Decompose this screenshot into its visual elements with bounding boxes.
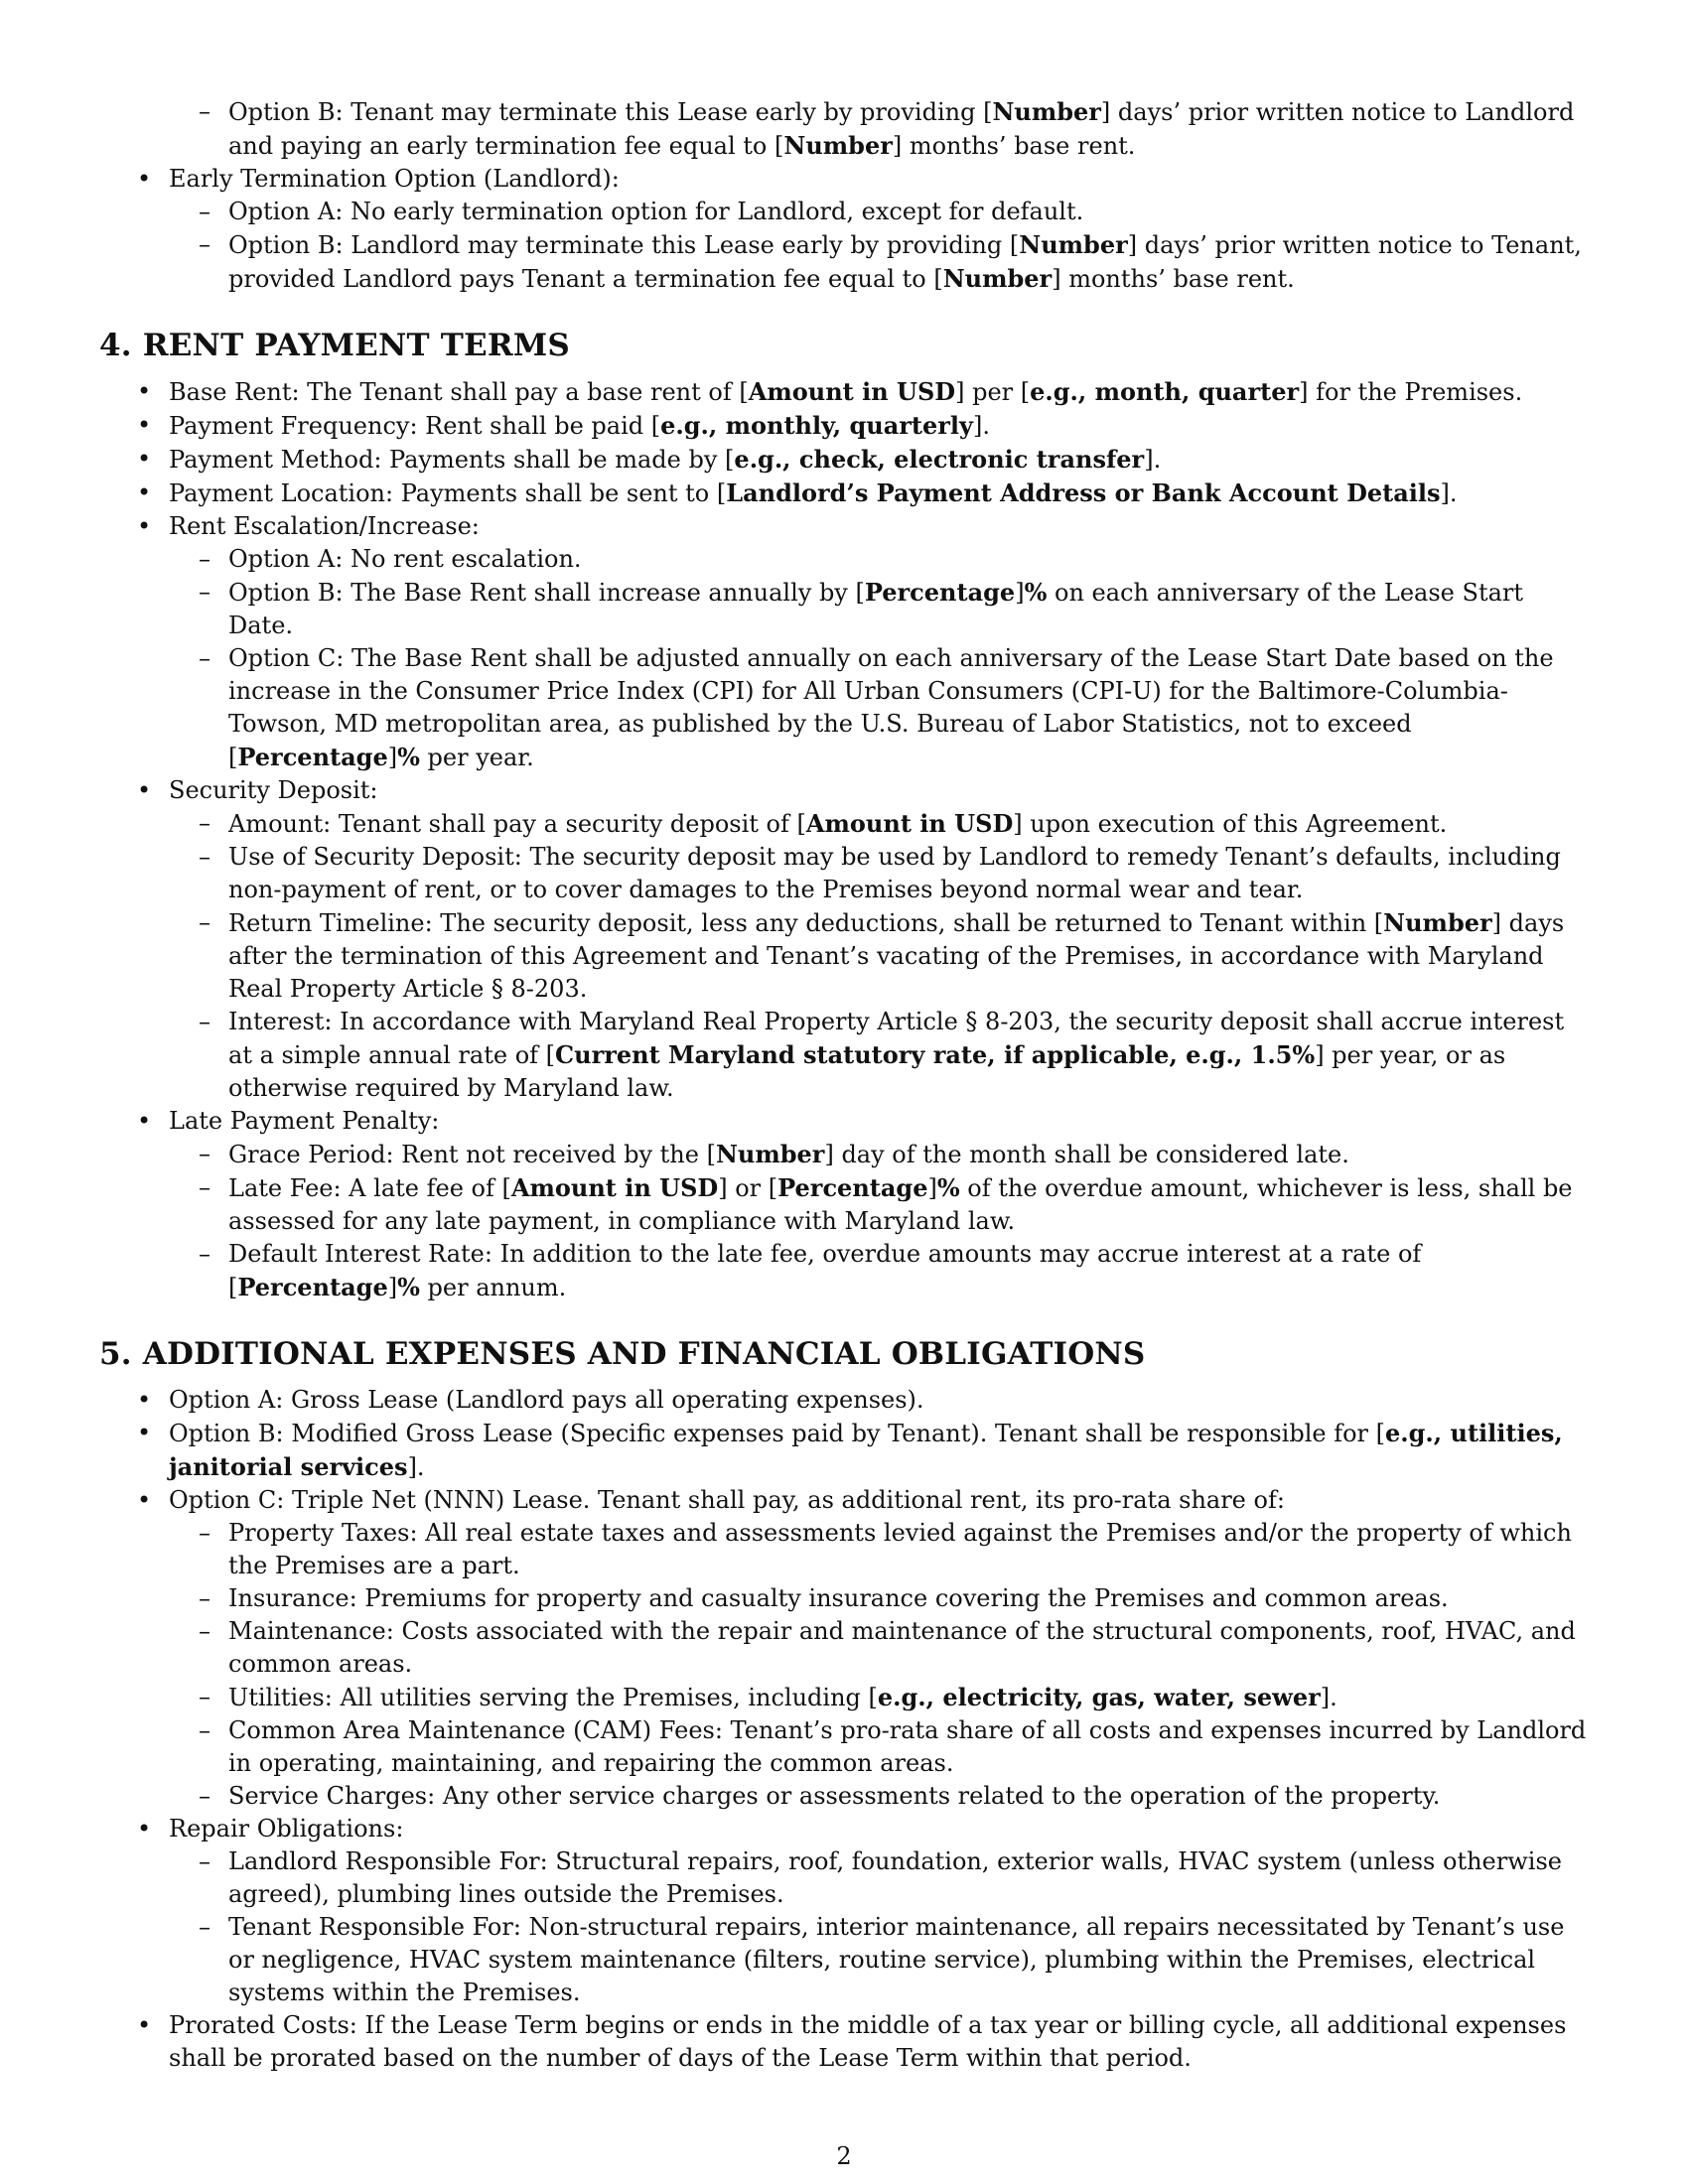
dash-marker: – bbox=[199, 97, 211, 125]
item-text bbox=[169, 1486, 1285, 1514]
text-run: Option B: Landlord may terminate this Lease early by providing [ bbox=[228, 231, 1020, 259]
text-run: Tenant Responsible For: Non-structural repairs, interior maintenance, all repairs necessitated by Tenant’s use or negligence, HVAC system maintenance (filters, routine service), plumbing within the Premises, electrical systems within the Premises. bbox=[228, 1913, 1565, 2006]
text-run: Insurance: Premiums for property and casualty insurance covering the Premises and common areas. bbox=[228, 1584, 1449, 1612]
text-run: ]. bbox=[972, 412, 990, 440]
placeholder-field: Number bbox=[1019, 230, 1128, 259]
sub-list-item bbox=[99, 642, 1589, 774]
text-run: Early Termination Option (Landlord): bbox=[169, 165, 620, 193]
dash-marker: – bbox=[199, 1617, 211, 1645]
list-item bbox=[99, 1484, 1589, 1813]
bullet-marker: • bbox=[137, 1419, 152, 1446]
bullet-marker: • bbox=[137, 776, 152, 804]
sub-list-item bbox=[99, 1582, 1589, 1615]
text-run: Rent Escalation/Increase: bbox=[169, 512, 480, 540]
placeholder-field: Percentage bbox=[864, 578, 1016, 607]
text-run: ]. bbox=[407, 1453, 425, 1481]
sub-list-item bbox=[99, 1171, 1589, 1238]
text-run: ] bbox=[1015, 579, 1025, 607]
text-run: Payment Method: Payments shall be made by [ bbox=[169, 446, 735, 474]
sub-item-text bbox=[228, 545, 582, 573]
placeholder-field: Amount in USD bbox=[805, 809, 1014, 838]
text-run: Option A: No early termination option for Landlord, except for default. bbox=[228, 198, 1084, 225]
text-run: ]. bbox=[1440, 479, 1458, 507]
sub-list bbox=[169, 543, 1589, 774]
text-run: Option C: Triple Net (NNN) Lease. Tenant shall pay, as additional rent, its pro-rata share of: bbox=[169, 1486, 1285, 1514]
sub-list-item bbox=[99, 906, 1589, 1006]
list-item bbox=[99, 1417, 1589, 1484]
dash-marker: – bbox=[199, 1782, 211, 1810]
continued-subitems bbox=[99, 95, 1589, 163]
item-text bbox=[169, 776, 378, 804]
text-run: Use of Security Deposit: The security deposit may be used by Landlord to remedy Tenant’s defaults, including non-payment of rent, or to cover damages to the Premises beyond normal wear and tear. bbox=[228, 843, 1561, 903]
text-run: Interest: In accordance with Maryland Real Property Article § 8-203, the security deposit shall accrue interest at a simple annual rate of [ bbox=[228, 1008, 1565, 1069]
sub-item-text bbox=[228, 1847, 1562, 1908]
sub-item-text bbox=[228, 1141, 1349, 1168]
text-run: ] days’ prior written notice to Landlord and paying an early termination fee equal to [ bbox=[228, 98, 1575, 160]
item-text bbox=[169, 446, 1161, 474]
list-item bbox=[99, 1105, 1589, 1304]
sub-list-item bbox=[99, 1615, 1589, 1681]
sub-list bbox=[169, 1845, 1589, 2009]
text-run: ] per year, or as otherwise required by Maryland law. bbox=[228, 1041, 1506, 1102]
document-page bbox=[99, 95, 1589, 2075]
dash-marker: – bbox=[199, 1716, 211, 1744]
text-run: Common Area Maintenance (CAM) Fees: Tenant’s pro-rata share of all costs and expenses incurred by Landlord in operating, maintaining, and repairing the common areas. bbox=[228, 1716, 1587, 1777]
sub-item-text bbox=[228, 198, 1083, 225]
text-run: Late Fee: A late fee of [ bbox=[228, 1174, 511, 1202]
placeholder-field: e.g., utilities, janitorial services bbox=[169, 1419, 1563, 1481]
item-text bbox=[169, 512, 480, 540]
bullet-marker: • bbox=[137, 165, 152, 193]
text-run: Option B: Tenant may terminate this Lease early by providing [ bbox=[228, 98, 993, 126]
sub-item-text bbox=[228, 843, 1561, 903]
list-item bbox=[99, 2009, 1589, 2075]
dash-marker: – bbox=[199, 1008, 211, 1035]
bullet-marker: • bbox=[137, 377, 152, 405]
sub-list-item bbox=[99, 1517, 1589, 1582]
text-run: Option C: The Base Rent shall be adjusted annually on each anniversary of the Lease Start Date based on the increase in the Consumer Price Index (CPI) for All Urban Consumers (CPI-U) for the Baltimore-Columbia-Towson, MD metropolitan area, as published by the U.S. Bureau of Labor Statistics, not to exceed [ bbox=[228, 644, 1554, 771]
text-run: ] upon execution of this Agreement. bbox=[1013, 810, 1448, 838]
section-heading: 4. RENT PAYMENT TERMS bbox=[99, 328, 570, 363]
placeholder-field: Amount in USD bbox=[510, 1173, 719, 1202]
text-run: ] bbox=[927, 1174, 937, 1202]
list-item bbox=[99, 510, 1589, 774]
dash-marker: – bbox=[199, 1173, 211, 1201]
sub-list-item bbox=[99, 1138, 1589, 1171]
sub-list bbox=[169, 196, 1589, 296]
placeholder-field: e.g., electricity, gas, water, sewer bbox=[877, 1683, 1321, 1711]
sub-list-item bbox=[99, 228, 1589, 296]
dash-marker: – bbox=[199, 644, 211, 672]
section-list bbox=[99, 375, 1589, 1304]
sub-list-item bbox=[99, 196, 1589, 228]
item-text bbox=[169, 1386, 924, 1414]
dash-marker: – bbox=[199, 809, 211, 837]
sub-item-text bbox=[228, 644, 1554, 771]
section-list bbox=[99, 1384, 1589, 2075]
placeholder-field: Percentage bbox=[237, 1273, 388, 1301]
text-run: Property Taxes: All real estate taxes and assessments levied against the Premises and/or the property of which the Premises are a part. bbox=[228, 1519, 1572, 1579]
sub-list-item bbox=[99, 1238, 1589, 1304]
sub-list-item bbox=[99, 1006, 1589, 1105]
placeholder-field: Number bbox=[715, 1140, 825, 1168]
sub-item-text bbox=[228, 1519, 1572, 1579]
section bbox=[99, 326, 1589, 1304]
dash-marker: – bbox=[199, 1519, 211, 1547]
dash-marker: – bbox=[199, 1683, 211, 1710]
placeholder-field: % bbox=[936, 1173, 960, 1202]
sub-item-text bbox=[228, 579, 1523, 639]
placeholder-field: % bbox=[1024, 578, 1048, 607]
sub-list-item bbox=[99, 1780, 1589, 1813]
bullet-marker: • bbox=[137, 478, 152, 506]
dash-marker: – bbox=[199, 578, 211, 606]
item-text bbox=[169, 1420, 1563, 1481]
bullet-marker: • bbox=[137, 2011, 152, 2039]
bullet-marker: • bbox=[137, 1815, 152, 1843]
text-run: Payment Location: Payments shall be sent to [ bbox=[169, 479, 727, 507]
list-item bbox=[99, 409, 1589, 443]
text-run: ] per [ bbox=[955, 378, 1031, 406]
placeholder-field: Amount in USD bbox=[748, 377, 956, 406]
text-run: Repair Obligations: bbox=[169, 1815, 404, 1843]
text-run: per year. bbox=[419, 744, 534, 771]
item-text bbox=[169, 479, 1458, 507]
text-run: Late Payment Penalty: bbox=[169, 1107, 440, 1135]
sub-item-text bbox=[228, 1174, 1573, 1235]
text-run: Security Deposit: bbox=[169, 776, 378, 804]
item-text bbox=[169, 412, 990, 440]
dash-marker: – bbox=[199, 843, 211, 871]
sub-item-text bbox=[228, 1584, 1449, 1612]
sub-list-item bbox=[99, 95, 1589, 163]
text-run: Prorated Costs: If the Lease Term begins or ends in the middle of a tax year or billing cycle, all additional expenses shall be prorated based on the number of days of the Lease Term within that period. bbox=[169, 2011, 1567, 2072]
sub-list-item bbox=[99, 1845, 1589, 1911]
sub-item-text bbox=[228, 231, 1582, 293]
dash-marker: – bbox=[199, 198, 211, 225]
text-run: Option B: The Base Rent shall increase annually by [ bbox=[228, 579, 865, 607]
list-item bbox=[99, 1384, 1589, 1417]
sub-item-text bbox=[228, 1782, 1440, 1810]
text-run: Amount: Tenant shall pay a security deposit of [ bbox=[228, 810, 806, 838]
item-text bbox=[169, 2011, 1566, 2072]
item-text bbox=[169, 378, 1522, 406]
text-run: Option A: No rent escalation. bbox=[228, 545, 582, 573]
placeholder-field: Number bbox=[783, 131, 893, 160]
dash-marker: – bbox=[199, 1913, 211, 1941]
sub-list-item bbox=[99, 841, 1589, 906]
list-item bbox=[99, 375, 1589, 409]
placeholder-field: % bbox=[397, 743, 420, 771]
sub-item-text bbox=[228, 909, 1564, 1003]
list-item bbox=[99, 477, 1589, 510]
sub-list bbox=[169, 1517, 1589, 1813]
continued-list bbox=[99, 163, 1589, 296]
text-run: Return Timeline: The security deposit, less any deductions, shall be returned to Tenant within [ bbox=[228, 909, 1384, 937]
placeholder-field: Percentage bbox=[237, 743, 388, 771]
sub-item-text bbox=[228, 1913, 1564, 2006]
text-run: ] months’ base rent. bbox=[892, 132, 1136, 160]
sub-item-text bbox=[228, 1008, 1564, 1102]
placeholder-field: Percentage bbox=[777, 1173, 928, 1202]
list-item bbox=[99, 443, 1589, 477]
bullet-marker: • bbox=[137, 411, 152, 439]
text-run: Option B: Modified Gross Lease (Specific expenses paid by Tenant). Tenant shall be responsible for [ bbox=[169, 1420, 1386, 1447]
dash-marker: – bbox=[199, 908, 211, 936]
dash-marker: – bbox=[199, 545, 211, 573]
section-heading: 5. ADDITIONAL EXPENSES AND FINANCIAL OBLIGATIONS bbox=[99, 1336, 1146, 1372]
section bbox=[99, 1334, 1589, 2075]
text-run: Service Charges: Any other service charges or assessments related to the operation of the property. bbox=[228, 1782, 1441, 1810]
text-run: ] for the Premises. bbox=[1299, 378, 1523, 406]
item-text bbox=[169, 1815, 403, 1843]
text-run: Utilities: All utilities serving the Premises, including [ bbox=[228, 1684, 878, 1711]
sub-item-text bbox=[228, 1240, 1421, 1301]
text-run: Default Interest Rate: In addition to the late fee, overdue amounts may accrue interest at a rate of [ bbox=[228, 1240, 1422, 1301]
text-run: ]. bbox=[1320, 1684, 1337, 1711]
page-number: 2 bbox=[836, 2142, 852, 2170]
text-run: ] or [ bbox=[718, 1174, 778, 1202]
placeholder-field: % bbox=[397, 1273, 420, 1301]
text-run: ] days’ prior written notice to Tenant, provided Landlord pays Tenant a termination fee equal to [ bbox=[228, 231, 1582, 293]
text-run: ] bbox=[387, 744, 398, 771]
list-item bbox=[99, 1813, 1589, 2009]
sub-list-item bbox=[99, 1714, 1589, 1780]
sub-item-text bbox=[228, 1684, 1337, 1711]
sub-list-item bbox=[99, 543, 1589, 576]
list-item bbox=[99, 163, 1589, 296]
text-run: Landlord Responsible For: Structural repairs, roof, foundation, exterior walls, HVAC system (unless otherwise agreed), plumbing lines outside the Premises. bbox=[228, 1847, 1562, 1908]
text-run: ] days after the termination of this Agreement and Tenant’s vacating of the Premises, in accordance with Maryland Real Property Article § 8-203. bbox=[228, 909, 1565, 1003]
text-run: ] months’ base rent. bbox=[1052, 265, 1295, 293]
sections bbox=[99, 326, 1589, 2075]
sub-list bbox=[169, 807, 1589, 1105]
text-run: per annum. bbox=[419, 1274, 567, 1301]
sub-item-text bbox=[228, 1716, 1586, 1777]
bullet-marker: • bbox=[137, 1386, 152, 1414]
dash-marker: – bbox=[199, 1140, 211, 1167]
bullet-marker: • bbox=[137, 512, 152, 540]
dash-marker: – bbox=[199, 230, 211, 258]
item-text bbox=[169, 165, 620, 193]
bullet-marker: • bbox=[137, 445, 152, 473]
placeholder-field: Number bbox=[992, 97, 1101, 126]
dash-marker: – bbox=[199, 1847, 211, 1875]
placeholder-field: e.g., monthly, quarterly bbox=[660, 411, 973, 440]
placeholder-field: Number bbox=[942, 264, 1053, 293]
text-run: Option A: Gross Lease (Landlord pays all operating expenses). bbox=[169, 1386, 924, 1414]
sub-list-item bbox=[99, 807, 1589, 841]
text-run: Grace Period: Rent not received by the [ bbox=[228, 1141, 716, 1168]
text-run: ] bbox=[387, 1274, 398, 1301]
sub-list-item bbox=[99, 576, 1589, 642]
placeholder-field: Number bbox=[1383, 908, 1492, 937]
sub-list bbox=[169, 1138, 1589, 1304]
placeholder-field: Current Maryland statutory rate, if applicable, e.g., 1.5% bbox=[555, 1040, 1316, 1069]
bullet-marker: • bbox=[137, 1486, 152, 1514]
text-run: Base Rent: The Tenant shall pay a base rent of [ bbox=[169, 378, 749, 406]
bullet-marker: • bbox=[137, 1107, 152, 1135]
dash-marker: – bbox=[199, 1584, 211, 1612]
sub-item-text bbox=[228, 98, 1574, 160]
dash-marker: – bbox=[199, 1240, 211, 1268]
text-run: Maintenance: Costs associated with the repair and maintenance of the structural components, roof, HVAC, and common areas. bbox=[228, 1617, 1576, 1678]
text-run: of the overdue amount, whichever is less, shall be assessed for any late payment, in compliance with Maryland law. bbox=[228, 1174, 1573, 1235]
sub-item-text bbox=[228, 810, 1447, 838]
text-run: on each anniversary of the Lease Start Date. bbox=[228, 579, 1524, 639]
text-run: ]. bbox=[1144, 446, 1162, 474]
item-text bbox=[169, 1107, 439, 1135]
text-run: ] day of the month shall be considered late. bbox=[824, 1141, 1349, 1168]
text-run: Payment Frequency: Rent shall be paid [ bbox=[169, 412, 661, 440]
sub-item-text bbox=[228, 1617, 1576, 1678]
placeholder-field: e.g., check, electronic transfer bbox=[734, 445, 1145, 474]
sub-list-item bbox=[99, 1681, 1589, 1714]
sub-list-item bbox=[99, 1911, 1589, 2009]
placeholder-field: Landlord’s Payment Address or Bank Account Details bbox=[726, 478, 1441, 507]
list-item bbox=[99, 774, 1589, 1105]
placeholder-field: e.g., month, quarter bbox=[1030, 377, 1300, 406]
